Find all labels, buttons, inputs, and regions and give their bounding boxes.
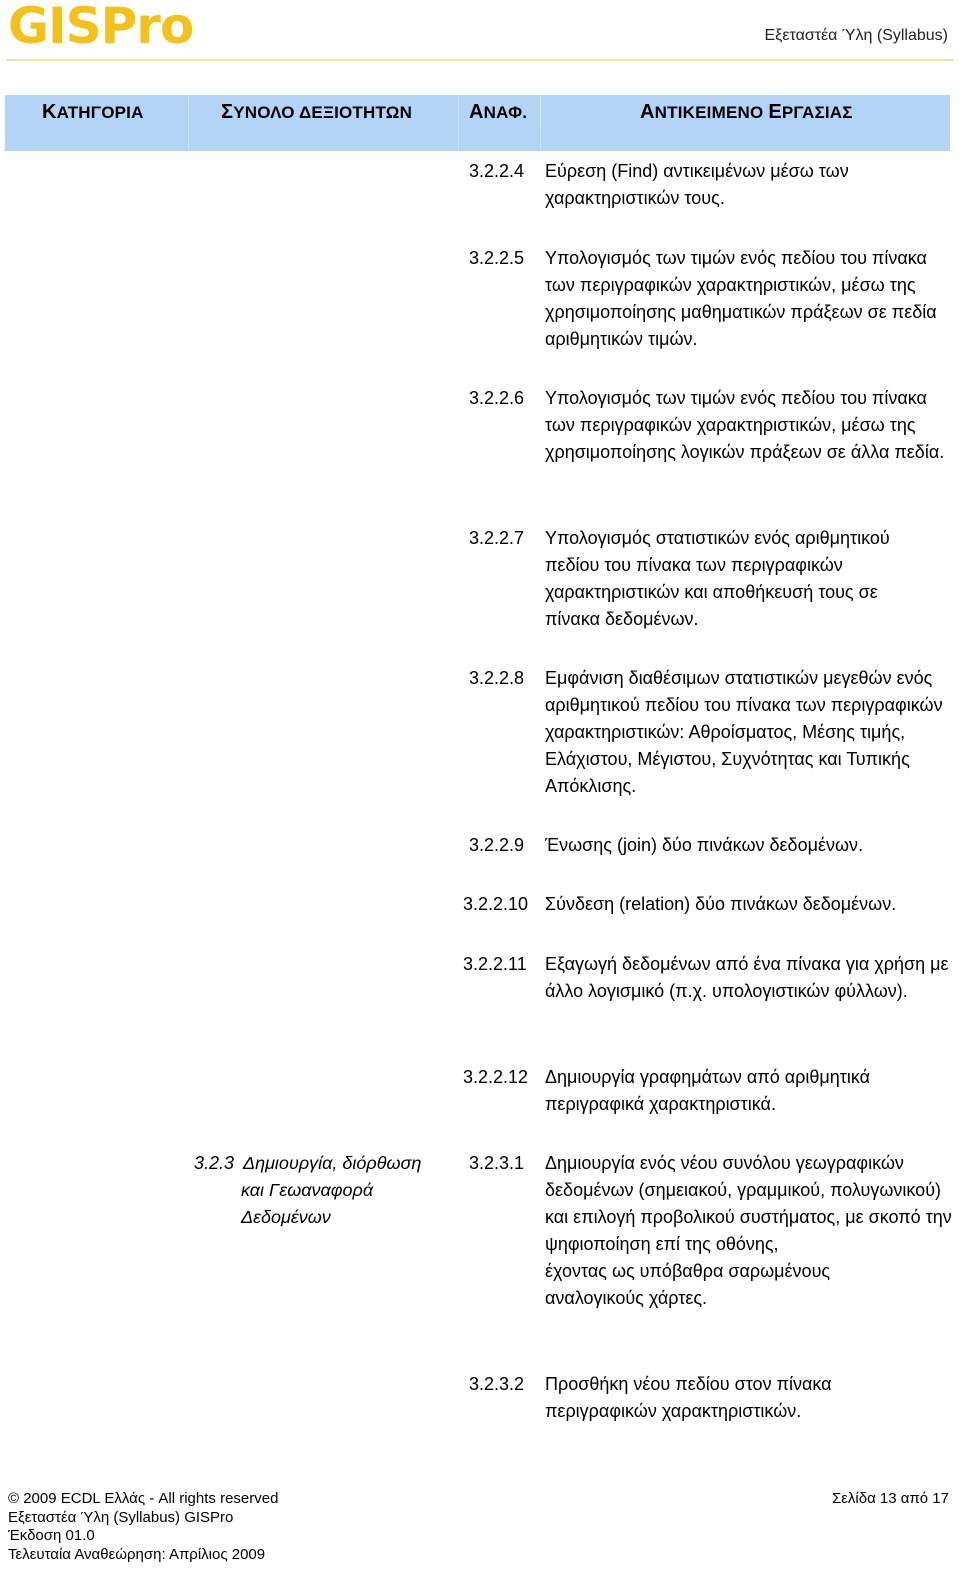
item-ref: 3.2.2.7 (469, 528, 525, 548)
footer-revision-date: Τελευταία Αναθεώρηση: Απρίλιος 2009 (8, 1546, 266, 1563)
item-ref: 3.2.2.8 (469, 668, 525, 688)
item-text-paragraph: έχοντας ως υπόβαθρα σαρωμένους αναλογικούς χάρτες. (545, 1261, 831, 1308)
column-header-skill-set: ΣΥΝΟΛΟ ΔΕΞΙΟΤΗΤΩΝ (221, 101, 413, 123)
item-ref: 3.2.2.6 (469, 388, 525, 408)
column-header-task-item: ΑΝΤΙΚΕΙΜΕΝΟ ΕΡΓΑΣΙΑΣ (640, 101, 853, 123)
section-title-line: Δημιουργία, διόρθωση (243, 1153, 422, 1173)
item-ref: 3.2.2.5 (469, 248, 525, 268)
column-divider (188, 95, 189, 151)
item-text-paragraph: Δημιουργία ενός νέου συνόλου γεωγραφικών δεδομένων (σημειακού, γραμμικού, πολυγωνικού) και επιλογή προβολικού συστήματος, με σκοπό την ψηφιοποίηση επί της οθόνης, (545, 1153, 952, 1254)
table-header (5, 95, 950, 151)
item-ref: 3.2.2.4 (469, 161, 525, 181)
item-ref: 3.2.2.11 (463, 954, 527, 974)
item-ref: 3.2.3.1 (469, 1153, 525, 1173)
section-title (194, 1150, 464, 1231)
item-ref: 3.2.2.9 (469, 835, 525, 855)
item-text: Υπολογισμός στατιστικών ενός αριθμητικού πεδίου του πίνακα των περιγραφικών χαρακτηριστικών και αποθήκευσή τους σε πίνακα δεδομένων. (545, 528, 890, 629)
footer-version: Έκδοση 01.0 (8, 1527, 95, 1544)
column-header-category: ΚΑΤΗΓΟΡΙΑ (42, 101, 144, 123)
item-text: Εξαγωγή δεδομένων από ένα πίνακα για χρήση με άλλο λογισμικό (π.χ. υπολογιστικών φύλλων). (545, 954, 949, 1001)
item-text: Δημιουργία γραφημάτων από αριθμητικά περιγραφικά χαρακτηριστικά. (545, 1067, 871, 1114)
column-divider (540, 95, 541, 151)
section-title-line: Δεδομένων (241, 1207, 331, 1227)
item-text: Υπολογισμός των τιμών ενός πεδίου του πίνακα των περιγραφικών χαρακτηριστικών, μέσω της χρησιμοποίησης μαθηματικών πράξεων σε πεδία αριθμητικών τιμών. (545, 248, 937, 349)
footer-page-number: Σελίδα 13 από 17 (831, 1490, 949, 1507)
item-text (545, 1150, 955, 1312)
header-doc-title: Εξεταστέα Ύλη (Syllabus) (764, 27, 948, 44)
footer-doc-name: Εξεταστέα Ύλη (Syllabus) GISPro (8, 1509, 234, 1526)
section-number: 3.2.3 (194, 1153, 235, 1173)
footer-copyright: © 2009 ECDL Ελλάς - All rights reserved (8, 1490, 279, 1507)
item-ref: 3.2.2.10 (463, 894, 529, 914)
item-text: Σύνδεση (relation) δύο πινάκων δεδομένων. (545, 894, 897, 914)
gispro-logo: GISPro (8, 0, 194, 55)
header-divider (6, 59, 954, 61)
item-text: Προσθήκη νέου πεδίου στον πίνακα περιγραφικών χαρακτηριστικών. (545, 1374, 832, 1421)
item-text: Εύρεση (Find) αντικειμένων μέσω των χαρακτηριστικών τους. (545, 161, 849, 208)
column-divider (458, 95, 459, 151)
section-title-line: και Γεωαναφορά (241, 1180, 374, 1200)
item-ref: 3.2.3.2 (469, 1374, 525, 1394)
item-text: Υπολογισμός των τιμών ενός πεδίου του πίνακα των περιγραφικών χαρακτηριστικών, μέσω της χρησιμοποίησης λογικών πράξεων σε άλλα πεδία. (545, 388, 945, 462)
item-text: Ένωσης (join) δύο πινάκων δεδομένων. (545, 835, 864, 855)
column-header-ref: ΑΝΑΦ. (469, 101, 528, 123)
item-ref: 3.2.2.12 (463, 1067, 529, 1087)
item-text: Εμφάνιση διαθέσιμων στατιστικών μεγεθών ενός αριθμητικού πεδίου του πίνακα των περιγραφικών χαρακτηριστικών: Αθροίσματος, Μέσης τιμής, Ελάχιστου, Μέγιστου, Συχνότητας και Τυπικής Απόκλισης. (545, 668, 943, 796)
